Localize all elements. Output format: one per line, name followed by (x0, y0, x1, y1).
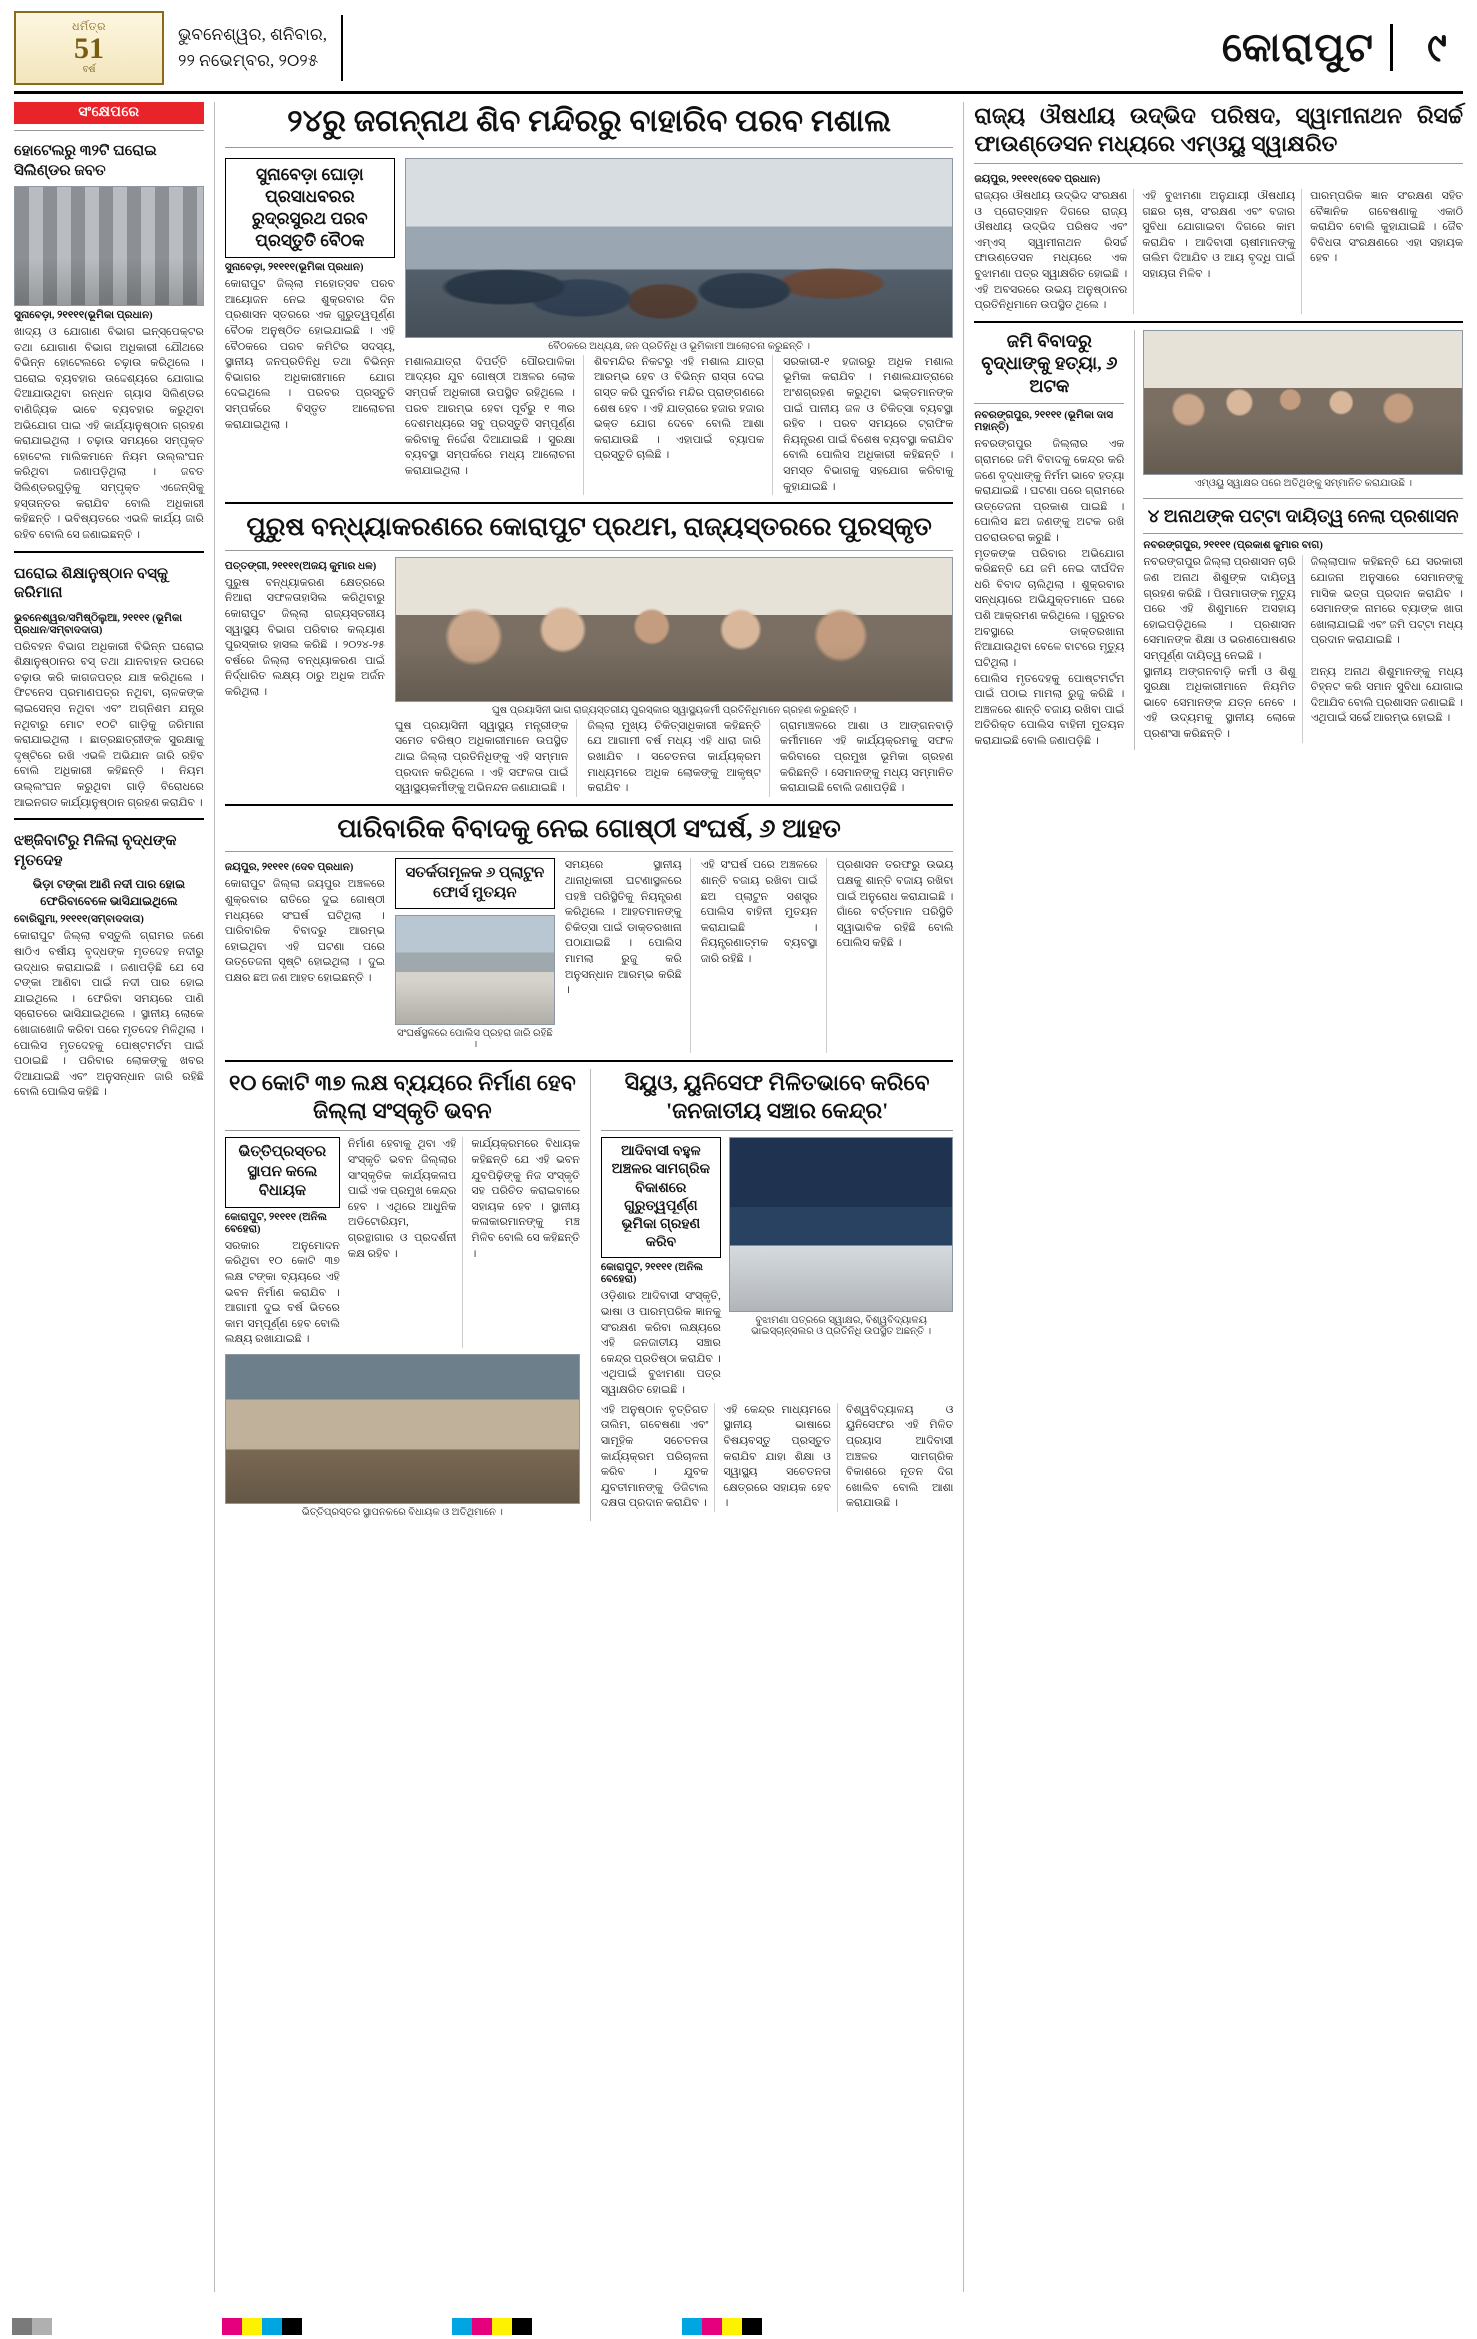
clash-story-col2: ସମୟରେ ସ୍ଥାନୀୟ ଥାନାଧିକାରୀ ଘଟଣାସ୍ଥଳରେ ପହଞ୍ଚି ପରିସ୍ଥିତିକୁ ନିୟନ୍ତ୍ରଣ କରିଥିଲେ । ଆହତମାନଙ୍କୁ ଚିକିତ୍ସା ପାଇଁ ଡାକ୍ତରଖାନା ପଠାଯାଇଛି । ପୋଲିସ ମାମଲା ରୁଜୁ କରି ଅନୁସନ୍ଧାନ ଆରମ୍ଭ କରିଛି । (565, 858, 691, 1053)
lead-story-col4: ସରକାରୀ-୧ ହଜାରରୁ ଅଧିକ ମଶାଲ ଭୂମିକା କରାଯିବ । ମଶାଲଯାତ୍ରାରେ ଅଂଶଗ୍ରହଣ କରୁଥିବା ଭକ୍ତମାନଙ୍କ ପାଇଁ ପାନୀୟ ଜଳ ଓ ଚିକିତ୍ସା ବ୍ୟବସ୍ଥା ରହିବ । ପରବ ସମୟରେ ଟ୍ରାଫିକ ନିୟନ୍ତ୍ରଣ ପାଇଁ ବିଶେଷ ବ୍ୟବସ୍ଥା କରାଯିବ ବୋଲି ପୋଲିସ ଅଧିକାରୀ କହିଛନ୍ତି । ସମସ୍ତ ବିଭାଗକୁ ସହଯୋଗ କରିବାକୁ କୁହାଯାଇଛି । (783, 355, 954, 493)
brief-story-3-body: କୋରାପୁଟ ଜିଲ୍ଲା ବସ୍ତୁଲି ଗ୍ରାମର ଜଣେ ଷାଠିଏ ବର୍ଷୀୟ ବୃଦ୍ଧଙ୍କ ମୃତଦେହ ନଦୀରୁ ଉଦ୍ଧାର କରାଯାଇଛି । ଜଣାପଡ଼ିଛି ଯେ ସେ ଟଙ୍କା ଆଣିବା ପାଇଁ ନଦୀ ପାର ହୋଇ ଯାଇଥିଲେ । ଫେରିବା ସମୟରେ ପାଣି ସ୍ରୋତରେ ଭାସିଯାଇଥିଲେ । ସ୍ଥାନୀୟ ଲୋକେ ଖୋଜାଖୋଜି କରିବା ପରେ ମୃତଦେହ ମିଳିଥିଲା । ପୋଲିସ ମୃତଦେହକୁ ପୋଷ୍ଟମର୍ଟମ ପାଇଁ ପଠାଇଛି । ପରିବାର ଲୋକଙ୍କୁ ଖବର ଦିଆଯାଇଛି ଏବଂ ଅନୁସନ୍ଧାନ ଜାରି ରହିଛି ବୋଲି ପୋଲିସ କହିଛି । (14, 930, 204, 1099)
sterilization-story-col1: ପୁରୁଷ ବନ୍ଧ୍ୟାକରଣ କ୍ଷେତ୍ରରେ ନିଆରା ସଫଳତାହାସିଲ କରିଥିବାରୁ କୋରାପୁଟ ଜିଲ୍ଲା ରାଜ୍ୟସ୍ତରୀୟ ସ୍ୱାସ୍ଥ୍ୟ ବିଭାଗ ପରିବାର କଲ୍ୟାଣ ପୁରସ୍କାର ହାସଲ କରିଛି । ୨୦୨୪-୨୫ ବର୍ଷରେ ଜିଲ୍ଲା ବନ୍ଧ୍ୟାକରଣ ପାଇଁ ନିର୍ଦ୍ଧାରିତ ଲକ୍ଷ୍ୟ ଠାରୁ ଅଧିକ ଅର୍ଜନ କରିଥିଲା । (224, 576, 385, 698)
clash-story-subhead-box: ସତର୍କତାମୂଳକ ୬ ପ୍ଲାଟୁନ ଫୋର୍ସ ମୁତୟନ (395, 858, 555, 909)
masthead (14, 10, 1463, 94)
sterilization-story-col3: ଜିଲ୍ଲା ମୁଖ୍ୟ ଚିକିତ୍ସାଧିକାରୀ କହିଛନ୍ତି ଯେ ଆଗାମୀ ବର୍ଷ ମଧ୍ୟ ଏହି ଧାରା ଜାରି ରଖାଯିବ । ସଚେତନତା କାର୍ଯ୍ୟକ୍ରମ ମାଧ୍ୟମରେ ଅଧିକ ଲୋକଙ୍କୁ ଆକୃଷ୍ଟ କରାଯିବ । (587, 719, 770, 797)
swatch-yellow-2 (492, 2318, 512, 2335)
culture-building-col1: ନିର୍ମାଣ ହେବାକୁ ଥିବା ଏହି ସଂସ୍କୃତି ଭବନ ଜିଲ୍ଲାର ସାଂସ୍କୃତିକ କାର୍ଯ୍ୟକଳାପ ପାଇଁ ଏକ ପ୍ରମୁଖ କେନ୍ଦ୍ର ହେବ । ଏଥିରେ ଆଧୁନିକ ଅଡିଟୋରିୟମ, ଗ୍ରନ୍ଥାଗାର ଓ ପ୍ରଦର୍ଶନୀ କକ୍ଷ ରହିବ । (348, 1137, 464, 1348)
clash-story-photo-caption: ସଂଘର୍ଷସ୍ଥଳରେ ପୋଲିସ ପ୍ରହରା ଜାରି ରହିଛି । (396, 1028, 553, 1051)
sterilization-story-headline: ପୁରୁଷ ବନ୍ଧ୍ୟାକରଣରେ କୋରାପୁଟ ପ୍ରଥମ, ରାଜ୍ୟସ୍ତରରେ ପୁରସ୍କୃତ (246, 512, 932, 542)
orphans-story-col4: ଅନ୍ୟ ଅନାଥ ଶିଶୁମାନଙ୍କୁ ମଧ୍ୟ ଚିହ୍ନଟ କରି ସମାନ ସୁବିଧା ଯୋଗାଇ ଦିଆଯିବ ବୋଲି ପ୍ରଶାସନ ଜଣାଇଛି । ଏଥିପାଇଁ ସର୍ଭେ ଆରମ୍ଭ ହୋଇଛି । (1310, 665, 1463, 725)
swatch-yellow (242, 2318, 262, 2335)
lead-story-headline: ୨୪ରୁ ଜଗନ୍ନାଥ ଶିବ ମନ୍ଦିରରୁ ବାହାରିବ ପରବ ମଶାଲ (287, 103, 892, 138)
lead-story-col3: ଶିବମନ୍ଦିର ନିକଟରୁ ଏହି ମଶାଲ ଯାତ୍ରା ଆରମ୍ଭ ହେବ ଓ ବିଭିନ୍ନ ରାସ୍ତା ଦେଇ ଗସ୍ତ କରି ପୁନର୍ବାର ମନ୍ଦିର ପ୍ରାଙ୍ଗଣରେ ଶେଷ ହେବ । ଏହି ଯାତ୍ରାରେ ହଜାର ହଜାର ଭକ୍ତ ଯୋଗ ଦେବେ ବୋଲି ଆଶା କରାଯାଉଛି । ଏହାପାଇଁ ବ୍ୟାପକ ପ୍ରସ୍ତୁତି ଚାଲିଛି । (594, 355, 773, 495)
masthead-place: ଭୁବନେଶ୍ୱର, ଶନିବାର, (178, 25, 328, 44)
photo-award-ceremony (395, 557, 953, 702)
logo-top-text: ଧର୍ମିତ୍ର (72, 20, 106, 33)
swatch-gray (12, 2318, 32, 2335)
edition-city: କୋରାପୁଟ (1222, 24, 1393, 71)
brief-story-3-dateline: ବୋରିଗୁମା, ୨୧୧୧୧(ସମ୍ବାଦଦାତା) (14, 914, 144, 926)
tribal-comm-centre-dateline: କୋରାପୁଟ, ୨୧୧୧୧ (ଅନିଲ ବେହେରା) (600, 1262, 703, 1286)
brief-story-2-headline: ଘରୋଇ ଶିକ୍ଷାନୁଷ୍ଠାନ ବସ୍‌କୁ ଜରିମାନା (14, 565, 169, 602)
publication-logo (14, 11, 164, 85)
culture-building-col3: କାର୍ଯ୍ୟକ୍ରମରେ ବିଧାୟକ କହିଛନ୍ତି ଯେ ଏହି ଭବନ ଯୁବପିଢ଼ିଙ୍କୁ ନିଜ ସଂସ୍କୃତି ସହ ପରିଚିତ କରାଇବାରେ ସହାୟକ ହେବ । ସ୍ଥାନୀୟ କଳାକାରମାନଙ୍କୁ ମଞ୍ଚ ମିଳିବ ବୋଲି ସେ କହିଛନ୍ତି । (471, 1138, 580, 1260)
brief-story-1-dateline: ସୁନାବେଡ଼ା, ୨୧୧୧୧(ଭୂମିକା ପ୍ରଧାନ) (14, 310, 153, 321)
swatch-yellow-3 (722, 2318, 742, 2335)
swatch-black (282, 2318, 302, 2335)
murder-story-col2: ମୃତକଙ୍କ ପରିବାର ଅଭିଯୋଗ କରିଛନ୍ତି ଯେ ଜମି ନେଇ ଦୀର୍ଘଦିନ ଧରି ବିବାଦ ଚାଲିଥିଲା । ଶୁକ୍ରବାର ସନ୍ଧ୍ୟାରେ ଅଭିଯୁକ୍ତମାନେ ଘରେ ପଶି ଆକ୍ରମଣ କରିଥିଲେ । ଗୁରୁତର ଅବସ୍ଥାରେ ଡାକ୍ତରଖାନା ନିଆଯାଉଥିବା ବେଳେ ବାଟରେ ମୃତ୍ୟୁ ଘଟିଥିଲା । (974, 547, 1125, 669)
sterilization-story-col2: ଘୁଷ ପ୍ରୟାସିନୀ ସ୍ୱାସ୍ଥ୍ୟ ମନ୍ତ୍ରୀଙ୍କ ସମେତ ବରିଷ୍ଠ ଅଧିକାରୀମାନେ ଉପସ୍ଥିତ ଥାଇ ଜିଲ୍ଲା ପ୍ରତିନିଧିଙ୍କୁ ଏହି ସମ୍ମାନ ପ୍ରଦାନ କରିଥିଲେ । ଏହି ସଫଳତା ପାଇଁ ସ୍ୱାସ୍ଥ୍ୟକର୍ମୀଙ୍କୁ ଅଭିନନ୍ଦନ ଜଣାଯାଇଛି । (395, 719, 578, 797)
brief-story-2-dateline: ଭୁବନେଶ୍ୱର/ସମିଷ୍ଠିଲୁଆ, ୨୧୧୧୧ (ଭୂମିକା ପ୍ରଧାନ/ସମ୍ବାଦଦାତା) (14, 612, 183, 636)
lead-story-subhead-box: ସୁନାବେଡ଼ା ଘୋଡ଼ା ପ୍ରସାଧବରର ରୁଦ୍ରସୁରଥ ପରବ ପ୍ରସ୍ତୁତି ବୈଠକ (225, 158, 395, 258)
right-column (963, 102, 1463, 2292)
photo-felicitation (1143, 330, 1463, 475)
registration-group-right (682, 2318, 762, 2335)
print-registration-bar (0, 2313, 1477, 2339)
swatch-black-2 (512, 2318, 532, 2335)
orphans-story-col3: ସ୍ଥାନୀୟ ଅଙ୍ଗନବାଡ଼ି କର୍ମୀ ଓ ଶିଶୁ ସୁରକ୍ଷା ଅଧିକାରୀମାନେ ନିୟମିତ ଭାବେ ସେମାନଙ୍କ ଯତ୍ନ ନେବେ । ଏହି ଉଦ୍ୟମକୁ ସ୍ଥାନୀୟ ଲୋକେ ପ୍ରଶଂସା କରିଛନ୍ତି । (1143, 665, 1302, 743)
mou-story-dateline: ଜୟପୁର, ୨୧୧୧୧(ଦେବ ପ୍ରଧାନ) (974, 174, 1101, 185)
mou-story-col2: ଏହି ବୁଝାମଣା ଅନୁଯାୟୀ ଔଷଧୀୟ ଗଛର ଚାଷ, ସଂରକ୍ଷଣ ଏବଂ ବଜାର ସୁବିଧା ଯୋଗାଇବା ଦିଗରେ କାମ କରାଯିବ । ଆଦିବାସୀ ଚାଷୀମାନଙ୍କୁ ତାଲିମ ଦିଆଯିବ ଓ ଆୟ ବୃଦ୍ଧି ପାଇଁ ସହାୟତା ମିଳିବ । (1142, 189, 1302, 314)
orphans-story-col2: ଜିଲ୍ଲାପାଳ କହିଛନ୍ତି ଯେ ସରକାରୀ ଯୋଜନା ଅନୁସାରେ ସେମାନଙ୍କୁ ମାସିକ ଭତ୍ତା ପ୍ରଦାନ କରାଯିବ । ସେମାନଙ୍କ ନାମରେ ବ୍ୟାଙ୍କ ଖାତା ଖୋଲାଯାଇଛି ଏବଂ ଜମି ପଟ୍ଟା ମଧ୍ୟ ପ୍ରଦାନ କରାଯାଇଛି । (1310, 556, 1463, 647)
tribal-comm-centre-photo-caption: ବୁଝାମଣା ପତ୍ରରେ ସ୍ୱାକ୍ଷର, ବିଶ୍ୱବିଦ୍ୟାଳୟ ଭାଇସ୍‌ଚାନ୍ସଲର ଓ ପ୍ରତିନିଧି ଉପସ୍ଥିତ ଅଛନ୍ତି । (751, 1315, 932, 1338)
tribal-comm-centre-col2: ଏହି ଅନୁଷ୍ଠାନ ବୃତ୍ତିଗତ ତାଲିମ, ଗବେଷଣା ଏବଂ ସାମୂହିକ ସଚେତନତା କାର୍ଯ୍ୟକ୍ରମ ପରିଚାଳନା କରିବ । ଯୁବକ ଯୁବତୀମାନଙ୍କୁ ଡିଜିଟାଲ ଦକ୍ଷତା ପ୍ରଦାନ କରାଯିବ । (601, 1403, 716, 1512)
swatch-magenta-2 (472, 2318, 492, 2335)
sterilization-story-col4: ଗ୍ରାମାଞ୍ଚଳରେ ଆଶା ଓ ଆଙ୍ଗନବାଡ଼ି କର୍ମୀମାନେ ଏହି କାର୍ଯ୍ୟକ୍ରମକୁ ସଫଳ କରିବାରେ ପ୍ରମୁଖ ଭୂମିକା ଗ୍ରହଣ କରିଛନ୍ତି । ସେମାନଙ୍କୁ ମଧ୍ୟ ସମ୍ମାନିତ କରାଯାଇଛି ବୋଲି ଜଣାପଡ଼ିଛି । (779, 719, 954, 795)
lead-story-dateline: ସୁନାବେଡ଼ା, ୨୧୧୧୧(ଭୂମିକା ପ୍ରଧାନ) (224, 262, 364, 274)
photo-mou-signing (729, 1137, 953, 1312)
clash-story-dateline: ଜୟପୁର, ୨୧୧୧୧ (ଦେବ ପ୍ରଧାନ) (224, 862, 354, 874)
photo-preparatory-meeting (405, 158, 953, 338)
sterilization-story-dateline: ପତ୍ତଙ୍ଗୀ, ୨୧୧୧୧(ଅଜୟ କୁମାର ଧଳ) (224, 560, 377, 572)
swatch-cyan-2 (452, 2318, 472, 2335)
clash-story-col4: ପ୍ରଶାସନ ତରଫରୁ ଉଭୟ ପକ୍ଷକୁ ଶାନ୍ତି ବଜାୟ ରଖିବା ପାଇଁ ଅନୁରୋଧ କରାଯାଇଛି । ଗାଁରେ ବର୍ତ୍ତମାନ ପରିସ୍ଥିତି ସ୍ୱାଭାବିକ ରହିଛି ବୋଲି ପୋଲିସ କହିଛି । (836, 859, 954, 950)
brief-story-2-body: ପରିବହନ ବିଭାଗ ଅଧିକାରୀ ବିଭିନ୍ନ ଘରୋଇ ଶିକ୍ଷାନୁଷ୍ଠାନର ବସ୍ ତଥା ଯାନବାହନ ଉପରେ ଚଢ଼ାଉ କରି କାଗଜପତ୍ର ଯାଞ୍ଚ କରିଥିଲେ । ଫିଟନେସ ପ୍ରମାଣପତ୍ର ନଥିବା, ଚାଳକଙ୍କ ଲାଇସେନ୍ସ ନଥିବା ଏବଂ ଅଗ୍ନିଶମ ଯନ୍ତ୍ର ନଥିବାରୁ ମୋଟ ୧୦ଟି ଗାଡ଼ିକୁ ଜରିମାନା କରାଯାଇଥିଲା । ଛାତ୍ରଛାତ୍ରୀଙ୍କ ସୁରକ୍ଷାକୁ ଦୃଷ୍ଟିରେ ରଖି ଏଭଳି ଅଭିଯାନ ଜାରି ରହିବ ବୋଲି ଅଧିକାରୀ କହିଛନ୍ତି । ନିୟମ ଉଲ୍ଲଂଘନ କରୁଥିବା ଗାଡ଼ି ବିରୋଧରେ ଆଇନଗତ କାର୍ଯ୍ୟାନୁଷ୍ଠାନ ଗ୍ରହଣ କରାଯିବ । (14, 640, 204, 809)
tribal-comm-centre-headline: ସିୟୁଓ, ୟୁନିସେଫ ମିଳିତଭାବେ କରିବେ 'ଜନଜାତୀୟ ସଞ୍ଚାର କେନ୍ଦ୍ର' (624, 1070, 930, 1123)
brief-story-3-headline: ଝଞ୍ଜିବାଟିରୁ ମିଳିଲା ବୃଦ୍ଧଙ୍କ ମୃତଦେହ (14, 833, 177, 869)
orphans-story-col1: ନବରଙ୍ଗପୁର ଜିଲ୍ଲା ପ୍ରଶାସନ ଚାରି ଜଣ ଅନାଥ ଶିଶୁଙ୍କ ଦାୟିତ୍ୱ ଗ୍ରହଣ କରିଛି । ପିତାମାତାଙ୍କ ମୃତ୍ୟୁ ପରେ ଏହି ଶିଶୁମାନେ ଅସହାୟ ହୋଇପଡ଼ିଥିଲେ । ପ୍ରଶାସନ ସେମାନଙ୍କ ଶିକ୍ଷା ଓ ଭରଣପୋଷଣର ସମ୍ପୂର୍ଣ୍ଣ ଦାୟିତ୍ୱ ନେଇଛି । (1143, 555, 1302, 664)
swatch-magenta (222, 2318, 242, 2335)
swatch-light-gray (32, 2318, 52, 2335)
logo-bottom-text: ବର୍ଷ (82, 63, 96, 74)
masthead-date-text: ୨୨ ନଭେମ୍ବର, ୨୦୨୫ (178, 50, 319, 70)
sterilization-story-photo-caption: ଘୁଷ ପ୍ରୟାସିନୀ ଭାଗ ରାଜ୍ୟସ୍ତରୀୟ ପୁରସ୍କାର ସ୍ୱାସ୍ଥ୍ୟକର୍ମୀ ପ୍ରତିନିଧିମାନେ ଗ୍ରହଣ କରୁଛନ୍ତି । (491, 704, 857, 716)
culture-building-dateline: କୋରାପୁଟ, ୨୧୧୧୧ (ଅନିଲ ବେହେରା) (224, 1211, 327, 1235)
mou-story-photo-caption: ଏମ୍‌ଓୟୁ ସ୍ୱାକ୍ଷର ପରେ ଅତିଥିଙ୍କୁ ସମ୍ମାନିତ କରାଯାଉଛି । (1194, 477, 1412, 489)
photo-foundation-stone (225, 1354, 580, 1504)
culture-building-photo-caption: ଭିତ୍ତିପ୍ରସ୍ତର ସ୍ଥାପନକରେ ବିଧାୟକ ଓ ଅତିଥିମାନେ । (301, 1507, 503, 1519)
swatch-cyan (262, 2318, 282, 2335)
clash-story-col1: କୋରାପୁଟ ଜିଲ୍ଲା ଜୟପୁର ଅଞ୍ଚଳରେ ଶୁକ୍ରବାର ରାତିରେ ଦୁଇ ଗୋଷ୍ଠୀ ମଧ୍ୟରେ ସଂଘର୍ଷ ଘଟିଥିଲା । ପାରିବାରିକ ବିବାଦରୁ ଆରମ୍ଭ ହୋଇଥିବା ଏହି ଘଟଣା ପରେ ଉତ୍ତେଜନା ସୃଷ୍ଟି ହୋଇଥିଲା । ଦୁଇ ପକ୍ଷର ଛଅ ଜଣ ଆହତ ହୋଇଛନ୍ତି । (224, 878, 385, 984)
registration-group-mid-left (222, 2318, 302, 2335)
murder-story-col3: ପୋଲିସ ମୃତଦେହକୁ ପୋଷ୍ଟମର୍ଟମ ପାଇଁ ପଠାଇ ମାମଲା ରୁଜୁ କରିଛି । ଅଞ୍ଚଳରେ ଶାନ୍ତି ବଜାୟ ରଖିବା ପାଇଁ ଅତିରିକ୍ତ ପୋଲିସ ବାହିନୀ ମୁତୟନ କରାଯାଇଛି ବୋଲି ଜଣାପଡ଼ିଛି । (974, 672, 1125, 747)
mou-story-col1: ରାଜ୍ୟର ଔଷଧୀୟ ଉଦ୍ଭିଦ ସଂରକ୍ଷଣ ଓ ପ୍ରୋତ୍ସାହନ ଦିଗରେ ରାଜ୍ୟ ଔଷଧୀୟ ଉଦ୍ଭିଦ ପରିଷଦ ଏବଂ ଏମ୍‌ଏସ୍‌ ସ୍ୱାମୀନାଥନ ରିସର୍ଚ୍ଚ ଫାଉଣ୍ଡେସନ ମଧ୍ୟରେ ଏକ ବୁଝାମଣା ପତ୍ର ସ୍ୱାକ୍ଷରିତ ହୋଇଛି । ଏହି ଅବସରରେ ଉଭୟ ଅନୁଷ୍ଠାନର ପ୍ରତିନିଧିମାନେ ଉପସ୍ଥିତ ଥିଲେ । (974, 189, 1134, 314)
lead-story-col1: କୋରାପୁଟ ଜିଲ୍ଲା ମହୋତ୍ସବ ପରବ ଆୟୋଜନ ନେଇ ଶୁକ୍ରବାର ଦିନ ପ୍ରଶାସନ ସ୍ତରରେ ଏକ ଗୁରୁତ୍ୱପୂର୍ଣ୍ଣ ବୈଠକ ଅନୁଷ୍ଠିତ ହୋଇଯାଇଛି । ଏହି ବୈଠକରେ ପରବ କମିଟିର ସଦସ୍ୟ, ସ୍ଥାନୀୟ ଜନପ୍ରତିନିଧି ତଥା ବିଭିନ୍ନ ବିଭାଗର ଅଧିକାରୀମାନେ ଯୋଗ ଦେଇଥିଲେ । ପରବର ପ୍ରସ୍ତୁତି ସମ୍ପର୍କରେ ବିସ୍ତୃତ ଆଲୋଚନା କରାଯାଇଥିଲା । (224, 278, 395, 431)
clash-story-col3: ଏହି ସଂଘର୍ଷ ପରେ ଅଞ୍ଚଳରେ ଶାନ୍ତି ବଜାୟ ରଖିବା ପାଇଁ ଛଅ ପ୍ଲାଟୁନ ସଶସ୍ତ୍ର ପୋଲିସ ବାହିନୀ ମୁତୟନ କରାଯାଇଛି । ନିୟନ୍ତ୍ରଣାତ୍ମକ ବ୍ୟବସ୍ଥା ଜାରି ରହିଛି । (701, 858, 827, 1053)
mou-story-col3: ପାରମ୍ପରିକ ଜ୍ଞାନ ସଂରକ୍ଷଣ ସହିତ ବୈଜ୍ଞାନିକ ଗବେଷଣାକୁ ଏକାଠି କରାଯିବ ବୋଲି କୁହାଯାଇଛି । ଜୈବ ବିବିଧତା ସଂରକ୍ଷଣରେ ଏହା ସହାୟକ ହେବ । (1310, 190, 1464, 265)
orphans-story-dateline: ନବରଙ୍ଗପୁର, ୨୧୧୧୧ (ପ୍ରକାଶ କୁମାର ବାଗ) (1143, 540, 1323, 552)
logo-anniversary-number: 51 (74, 31, 104, 65)
tribal-comm-centre-subhead-box: ଆଦିବାସୀ ବହୁଳ ଅଞ୍ଚଳର ସାମଗ୍ରିକ ବିକାଶରେ ଗୁରୁତ୍ୱପୂର୍ଣ୍ଣ ଭୂମିକା ଗ୍ରହଣ କରିବ (601, 1137, 721, 1258)
murder-story-headline: ଜମି ବିବାଦରୁ ବୃଦ୍ଧାଙ୍କୁ ହତ୍ୟା, ୬ ଅଟକ (981, 330, 1118, 396)
swatch-black-3 (742, 2318, 762, 2335)
tribal-comm-centre-col4: ବିଶ୍ୱବିଦ୍ୟାଳୟ ଓ ୟୁନିସେଫର ଏହି ମିଳିତ ପ୍ରୟାସ ଆଦିବାସୀ ଅଞ୍ଚଳର ସାମଗ୍ରିକ ବିକାଶରେ ନୂତନ ଦିଗ ଖୋଲିବ ବୋଲି ଆଶା କରାଯାଉଛି । (845, 1403, 954, 1510)
clash-story-headline: ପାରିବାରିକ ବିବାଦକୁ ନେଇ ଗୋଷ୍ଠୀ ସଂଘର୍ଷ, ୬ ଆହତ (337, 813, 841, 843)
culture-building-subhead-box: ଭିତ୍ତିପ୍ରସ୍ତର ସ୍ଥାପନ କଲେ ବିଧାୟକ (225, 1137, 340, 1208)
brief-story-3-subhead: ଭିଡ଼ା ଟଙ୍କା ଆଣି ନଦୀ ପାର ହୋଇ ଫେରିବାବେଳେ ଭାସିଯାଇଥିଲେ (32, 877, 186, 909)
brief-story-1-body: ଖାଦ୍ୟ ଓ ଯୋଗାଣ ବିଭାଗ ଇନ୍‌ସ୍ପେକ୍ଟର ତଥା ଯୋଗାଣ ବିଭାଗ ଅଧିକାରୀ ଯୌଥରେ ବିଭିନ୍ନ ହୋଟେଲରେ ଚଢ଼ାଉ କରିଥିଲେ । ଘରୋଇ ବ୍ୟବହାର ଉଦ୍ଦେଶ୍ୟରେ ଯୋଗାଇ ଦିଆଯାଉଥିବା ରନ୍ଧନ ଗ୍ୟାସ ସିଲିଣ୍ଡର ବାଣିଜ୍ୟିକ ଭାବେ ବ୍ୟବହାର କରୁଥିବା ଅଭିଯୋଗ ପାଇ ଏହି କାର୍ଯ୍ୟାନୁଷ୍ଠାନ ଗ୍ରହଣ କରାଯାଇଥିଲା । ଚଢ଼ାଉ ସମୟରେ ସମ୍ପୃକ୍ତ ହୋଟେଲ ମାଲିକମାନେ ନିୟମ ଉଲ୍ଲଂଘନ କରିଥିବା ଜଣାପଡ଼ିଥିଲା । ଜବତ ସିଲିଣ୍ଡରଗୁଡ଼ିକୁ ସମ୍ପୃକ୍ତ ଏଜେନ୍ସିକୁ ହସ୍ତାନ୍ତର କରାଯିବ ବୋଲି ଅଧିକାରୀ କହିଛନ୍ତି । ଭବିଷ୍ୟତରେ ଏଭଳି କାର୍ଯ୍ୟ ଜାରି ରହିବ ବୋଲି ସେ ଜଣାଇଛନ୍ତି । (14, 326, 204, 541)
left-column (14, 102, 204, 2292)
tribal-comm-centre-col1: ଓଡ଼ିଶାର ଆଦିବାସୀ ସଂସ୍କୃତି, ଭାଷା ଓ ପାରମ୍ପରିକ ଜ୍ଞାନକୁ ସଂରକ୍ଷଣ କରିବା ଲକ୍ଷ୍ୟରେ ଏହି ଜନଜାତୀୟ ସଞ୍ଚାର କେନ୍ଦ୍ର ପ୍ରତିଷ୍ଠା କରାଯିବ । ଏଥିପାଇଁ ବୁଝାମଣା ପତ୍ର ସ୍ୱାକ୍ଷରିତ ହୋଇଛି । (600, 1290, 721, 1397)
main-column (214, 102, 953, 2292)
culture-building-headline: ୧୦ କୋଟି ୩୭ ଲକ୍ଷ ବ୍ୟୟରେ ନିର୍ମାଣ ହେବ ଜିଲ୍ଲା ସଂସ୍କୃତି ଭବନ (228, 1070, 576, 1123)
swatch-cyan-3 (682, 2318, 702, 2335)
page-content (14, 102, 1463, 2292)
lead-story-photo-caption: ବୈଠକରେ ଅଧ୍ୟକ୍ଷ, ଜନ ପ୍ରତିନିଧି ଓ ଭୂମିକାମୀ ଆଲୋଚନା କରୁଛନ୍ତି । (548, 340, 810, 352)
orphans-story-headline: ୪ ଅନାଥଙ୍କ ପଟ୍ଟା ଦାୟିତ୍ୱ ନେଲା ପ୍ରଶାସନ (1147, 505, 1459, 526)
photo-seized-cylinders (14, 186, 204, 306)
mou-story-headline: ରାଜ୍ୟ ଔଷଧୀୟ ଉଦ୍ଭିଦ ପରିଷଦ, ସ୍ୱାମୀନାଥନ ରିସର୍ଚ୍ଚ ଫାଉଣ୍ଡେସନ ମଧ୍ୟରେ ଏମ୍‌ଓୟୁ ସ୍ୱାକ୍ଷରିତ (974, 103, 1463, 156)
tribal-comm-centre-col3: ଏହି କେନ୍ଦ୍ର ମାଧ୍ୟମରେ ସ୍ଥାନୀୟ ଭାଷାରେ ବିଷୟବସ୍ତୁ ପ୍ରସ୍ତୁତ କରାଯିବ ଯାହା ଶିକ୍ଷା ଓ ସ୍ୱାସ୍ଥ୍ୟ ସଚେତନତା କ୍ଷେତ୍ରରେ ସହାୟକ ହେବ । (723, 1403, 838, 1512)
murder-story-dateline: ନବରଙ୍ଗପୁର, ୨୧୧୧୧ (ଭୂମିକା ଦାସ ମହାନ୍ତି) (974, 410, 1114, 434)
page-number: ୯ (1427, 25, 1447, 70)
murder-story-col1: ନବରଙ୍ଗପୁର ଜିଲ୍ଲାର ଏକ ଗ୍ରାମରେ ଜମି ବିବାଦକୁ କେନ୍ଦ୍ର କରି ଜଣେ ବୃଦ୍ଧାଙ୍କୁ ନିର୍ମମ ଭାବେ ହତ୍ୟା କରାଯାଇଛି । ଘଟଣା ପରେ ଗ୍ରାମରେ ଉତ୍ତେଜନା ପ୍ରକାଶ ପାଇଛି । ପୋଲିସ ଛଅ ଜଣଙ୍କୁ ଅଟକ ରଖି ପଚରାଉଚରା କରୁଛି । (974, 438, 1125, 545)
registration-group-mid (452, 2318, 532, 2335)
section-tag-brief: ସଂକ୍ଷେପରେ (14, 102, 204, 124)
brief-story-1-headline: ହୋଟେଲରୁ ୩୨ଟି ଘରୋଇ ସିଲିଣ୍ଡର ଜବତ (14, 143, 157, 179)
lead-story-col2: ମଶାଲଯାତ୍ରା ଦିପର୍ତ୍ତି ପୌରପାଳିକା ଆଦ୍ୟର ଯୁବ ଗୋଷ୍ଠୀ ଅଞ୍ଚଳର ଲୋକ ସମ୍ପର୍କ ଅଧିକାରୀ ଉପସ୍ଥିତ ରହିଥିଲେ । ପରବ ଆରମ୍ଭ ହେବା ପୂର୍ବରୁ ୧ ୩ର ଦେଶମଧ୍ୟରେ ସବୁ ପ୍ରସ୍ତୁତି ସମ୍ପୂର୍ଣ୍ଣ କରିବାକୁ ନିର୍ଦ୍ଦେଶ ଦିଆଯାଇଛି । ସୁରକ୍ଷା ବ୍ୟବସ୍ଥା ସମ୍ପର୍କରେ ମଧ୍ୟ ଆଲୋଚନା କରାଯାଇଥିଲା । (405, 355, 584, 495)
registration-group-left (12, 2318, 52, 2335)
photo-police-patrol (395, 915, 555, 1025)
culture-building-col2: ସରକାର ଅନୁମୋଦନ କରିଥିବା ୧୦ କୋଟି ୩୭ ଲକ୍ଷ ଟଙ୍କା ବ୍ୟୟରେ ଏହି ଭବନ ନିର୍ମାଣ କରାଯିବ । ଆଗାମୀ ଦୁଇ ବର୍ଷ ଭିତରେ କାମ ସମ୍ପୂର୍ଣ୍ଣ ହେବ ବୋଲି ଲକ୍ଷ୍ୟ ରଖାଯାଇଛି । (224, 1239, 340, 1346)
masthead-dateline (164, 15, 343, 81)
swatch-magenta-3 (702, 2318, 722, 2335)
